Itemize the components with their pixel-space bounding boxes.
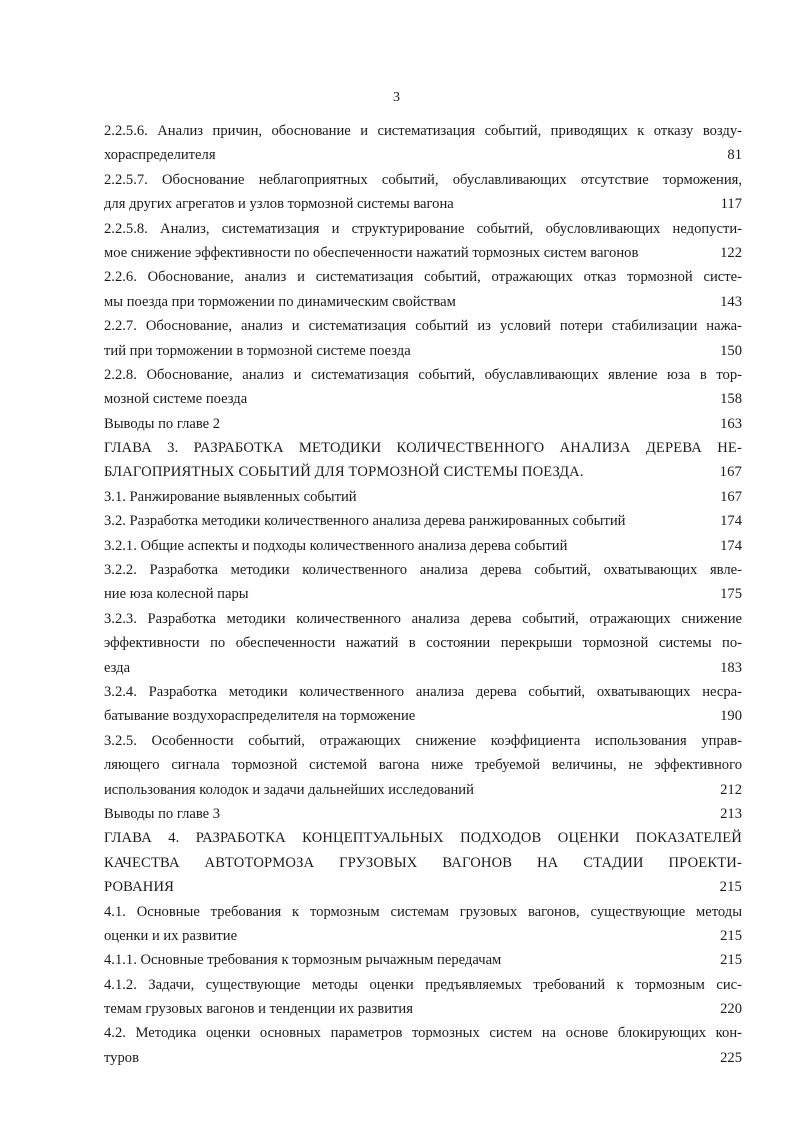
- toc-entry-page: 167: [719, 464, 742, 481]
- toc-entry: [104, 680, 742, 729]
- toc-entry: [104, 485, 742, 509]
- toc-entry-title: ние юза колесной пары: [104, 586, 249, 603]
- toc-entry-page: 212: [720, 781, 742, 798]
- toc-entry-page: 215: [719, 879, 742, 896]
- toc-entry-line: 2.2.5.6. Анализ причин, обоснование и систематизация событий, приводящих к отказу возду-: [104, 123, 742, 139]
- toc-entry-page: 174: [720, 513, 742, 530]
- toc-entry-title: РОВАНИЯ: [104, 879, 175, 896]
- toc-entry-line: [104, 387, 742, 411]
- toc-entry-line: [104, 778, 742, 802]
- toc-chapter-entry: [104, 826, 742, 899]
- toc-entry-page: 220: [720, 1001, 742, 1018]
- toc-entry-title: тий при торможении в тормозной системе поезда: [104, 342, 411, 359]
- toc-entry-page: 167: [720, 488, 742, 505]
- toc-entry-page: 81: [727, 147, 742, 164]
- toc-entry-page: 213: [720, 805, 742, 822]
- toc-entry: [104, 802, 742, 826]
- toc-chapter-entry: [104, 436, 742, 485]
- toc-entry-page: 117: [720, 196, 742, 213]
- toc-entry-line: 2.2.5.7. Обоснование неблагоприятных событий, обуславливающих отсутствие торможения,: [104, 171, 742, 188]
- toc-entry-line: 2.2.5.8. Анализ, систематизация и структурирование событий, обусловливающих недопусти-: [104, 220, 742, 237]
- toc-entry-line: [104, 534, 742, 558]
- toc-entry: [104, 265, 742, 314]
- toc-entry-title: батывание воздухораспределителя на торможение: [104, 708, 416, 725]
- toc-entry-line: КАЧЕСТВА АВТОТОРМОЗА ГРУЗОВЫХ ВАГОНОВ НА СТАДИИ ПРОЕКТИ-: [104, 854, 742, 871]
- toc-entry-title: темам грузовых вагонов и тенденции их развития: [104, 1001, 413, 1018]
- toc-entry-line: [104, 460, 742, 484]
- toc-entry-title: 3.2.1. Общие аспекты и подходы количественного анализа дерева событий: [104, 537, 568, 554]
- toc-entry-title: туров: [104, 1049, 139, 1066]
- toc-entry-page: 190: [720, 708, 742, 725]
- toc-entry-page: 174: [720, 537, 742, 554]
- toc-entry: [104, 729, 742, 802]
- toc-entry-page: 143: [720, 293, 742, 310]
- page-number: 3: [393, 90, 400, 105]
- toc-entry-line: 2.2.7. Обоснование, анализ и систематизация событий из условий потери стабилизации нажа-: [104, 318, 742, 335]
- toc-entry-line: [104, 875, 742, 899]
- toc-entry-line: [104, 1046, 742, 1070]
- toc-entry-line: [104, 924, 742, 948]
- toc-entry: [104, 119, 742, 168]
- toc-entry-line: 3.2.2. Разработка методики количественного анализа дерева событий, охватывающих явле-: [104, 562, 742, 579]
- toc-entry: [104, 217, 742, 266]
- toc-entry-title: 4.1.1. Основные требования к тормозным рычажным передачам: [104, 952, 502, 969]
- toc-entry-page: 215: [720, 927, 742, 944]
- toc-entry-line: [104, 802, 742, 826]
- toc-entry-line: [104, 241, 742, 265]
- toc-entry-line: 2.2.6. Обоснование, анализ и систематизация событий, отражающих отказ тормозной систе-: [104, 269, 742, 286]
- toc-entry-line: [104, 704, 742, 728]
- toc-entry-line: [104, 290, 742, 314]
- toc-entry-page: 122: [720, 244, 742, 261]
- toc-entry-line: эффективности по обеспеченности нажатий в состоянии перекрыши тормозной системы по-: [104, 635, 742, 652]
- toc-entry-line: 3.2.3. Разработка методики количественного анализа дерева событий, отражающих снижение: [104, 610, 742, 627]
- toc-entry-title: для других агрегатов и узлов тормозной системы вагона: [104, 196, 454, 213]
- toc-entry-title: БЛАГОПРИЯТНЫХ СОБЫТИЙ ДЛЯ ТОРМОЗНОЙ СИСТЕМЫ ПОЕЗДА.: [104, 464, 584, 481]
- toc-entry-page: 183: [720, 659, 742, 676]
- toc-entry-line: [104, 412, 742, 436]
- toc-entry: [104, 412, 742, 436]
- toc-entry-page: 225: [720, 1049, 742, 1066]
- toc-entry: [104, 948, 742, 972]
- toc-entry-line: [104, 997, 742, 1021]
- toc-entry-page: 215: [720, 952, 742, 969]
- toc-entry-line: 4.1.2. Задачи, существующие методы оценки предъявляемых требований к тормозным сис-: [104, 976, 742, 993]
- toc-entry-page: 158: [720, 391, 742, 408]
- toc-entry-title: Выводы по главе 3: [104, 805, 221, 822]
- toc-entry: [104, 534, 742, 558]
- toc-entry: [104, 607, 742, 680]
- toc-entry-line: 3.2.5. Особенности событий, отражающих снижение коэффициента использования управ-: [104, 732, 742, 749]
- toc-entry-line: [104, 192, 742, 216]
- toc-entry: [104, 1021, 742, 1070]
- toc-entry-line: [104, 948, 742, 972]
- toc-entry: [104, 973, 742, 1022]
- toc-entry-title: мое снижение эффективности по обеспеченности нажатий тормозных систем вагонов: [104, 244, 639, 261]
- toc-entry-line: ГЛАВА 4. РАЗРАБОТКА КОНЦЕПТУАЛЬНЫХ ПОДХОДОВ ОЦЕНКИ ПОКАЗАТЕЛЕЙ: [104, 830, 742, 847]
- toc-entry-line: [104, 509, 742, 533]
- toc-entry-page: 150: [720, 342, 742, 359]
- toc-entry-title: хораспределителя: [104, 147, 216, 164]
- toc-entry-title: езда: [104, 659, 131, 676]
- toc-entry-line: [104, 143, 742, 167]
- toc-entry-page: 163: [720, 415, 742, 432]
- table-of-contents: [104, 119, 742, 1070]
- toc-entry-line: ляющего сигнала тормозной системой вагона ниже требуемой величины, не эффективного: [104, 757, 742, 774]
- toc-entry-title: использования колодок и задачи дальнейших исследований: [104, 781, 474, 798]
- toc-entry-title: оценки и их развитие: [104, 927, 238, 944]
- toc-entry-line: 4.2. Методика оценки основных параметров тормозных систем на основе блокирующих кон-: [104, 1025, 742, 1042]
- toc-entry-line: [104, 582, 742, 606]
- toc-entry-line: [104, 485, 742, 509]
- toc-entry-line: [104, 339, 742, 363]
- toc-entry-title: 3.1. Ранжирование выявленных событий: [104, 488, 357, 505]
- toc-entry: [104, 363, 742, 412]
- toc-entry-title: Выводы по главе 2: [104, 415, 221, 432]
- toc-entry-line: ГЛАВА 3. РАЗРАБОТКА МЕТОДИКИ КОЛИЧЕСТВЕННОГО АНАЛИЗА ДЕРЕВА НЕ-: [104, 440, 742, 457]
- toc-entry-title: мы поезда при торможении по динамическим свойствам: [104, 293, 456, 310]
- toc-entry-line: 2.2.8. Обоснование, анализ и систематизация событий, обуславливающих явление юза в тор-: [104, 366, 742, 383]
- toc-entry-page: 175: [720, 586, 742, 603]
- toc-entry: [104, 900, 742, 949]
- toc-entry-line: 4.1. Основные требования к тормозным системам грузовых вагонов, существующие методы: [104, 903, 742, 920]
- toc-entry-line: [104, 656, 742, 680]
- toc-entry: [104, 314, 742, 363]
- toc-entry-title: мозной системе поезда: [104, 391, 248, 408]
- toc-entry-line: 3.2.4. Разработка методики количественного анализа дерева событий, охватывающих несра-: [104, 683, 742, 700]
- toc-entry: [104, 168, 742, 217]
- toc-entry: [104, 558, 742, 607]
- toc-entry: [104, 509, 742, 533]
- toc-entry-title: 3.2. Разработка методики количественного анализа дерева ранжированных событий: [104, 513, 626, 530]
